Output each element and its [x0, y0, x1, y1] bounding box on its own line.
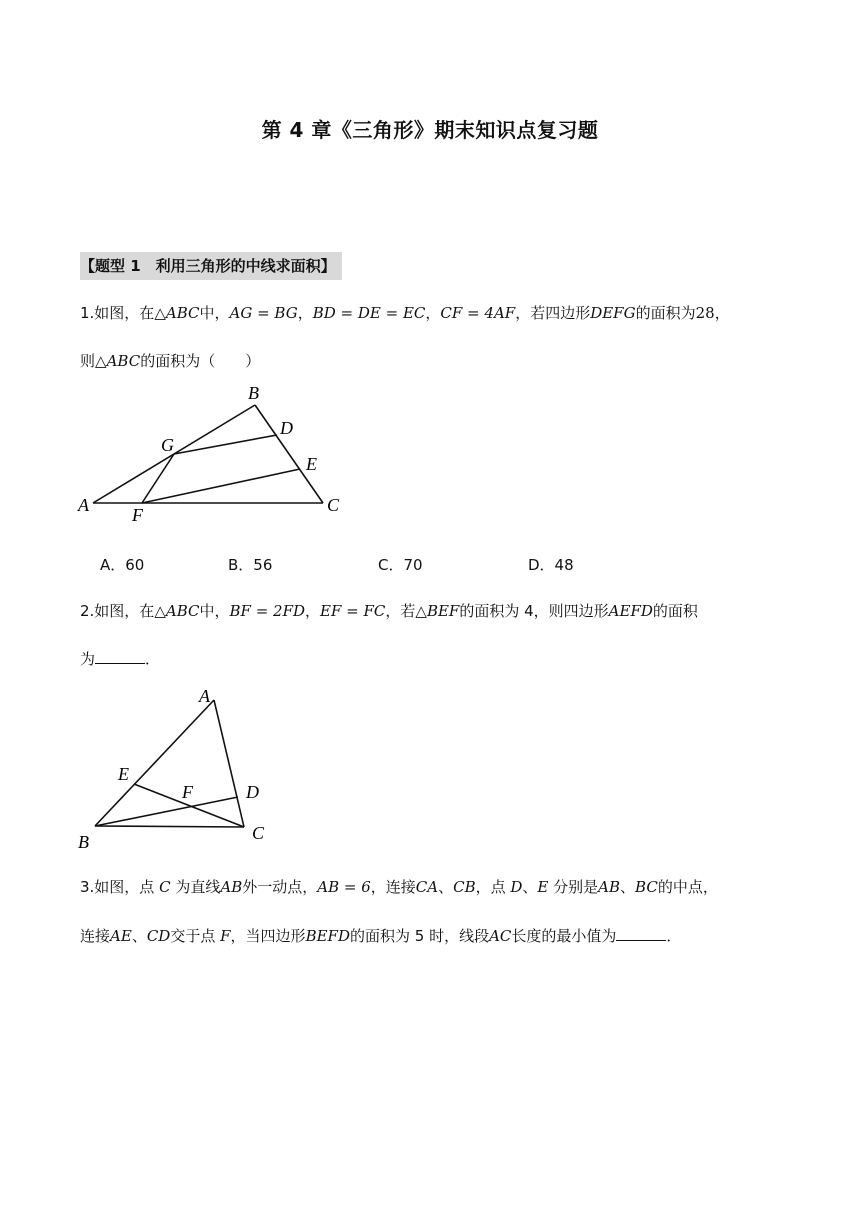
q3-point-d: D [510, 878, 523, 896]
label-e: E [118, 764, 129, 784]
answer-blank[interactable] [95, 649, 145, 664]
label-g: G [161, 435, 174, 455]
q3-bc: BC [635, 878, 658, 896]
q2-sep: ， [305, 602, 321, 620]
q3-ca: CA [415, 878, 439, 896]
q1-line2 [80, 350, 260, 371]
q3-text: 为直线 [170, 878, 221, 896]
answer-blank[interactable] [616, 926, 666, 941]
option-c[interactable]: C．70 [378, 556, 423, 574]
q3-point-f: F [220, 927, 231, 945]
option-b[interactable]: B．56 [228, 556, 273, 574]
label-a: A [199, 686, 210, 706]
q2-cond2: EF = FC [320, 602, 386, 620]
segment-ba [95, 700, 214, 826]
q2-text: ． [145, 650, 161, 668]
q1-line1 [80, 302, 730, 323]
q3-text: 外一动点， [242, 878, 318, 896]
q3-text: 3.如图，点 [80, 878, 160, 896]
label-c: C [327, 495, 340, 515]
q2-cond1: BF = 2FD [229, 602, 306, 620]
q3-ae: AE [110, 927, 132, 945]
q1-cond2: BD = DE = EC [312, 304, 426, 322]
q2-line1 [80, 600, 698, 621]
segment-gf [142, 454, 174, 503]
option-d[interactable]: D．48 [528, 556, 574, 574]
q3-text: ，当四边形 [230, 927, 306, 945]
q2-abc: ABC [165, 602, 200, 620]
q2-bef: BEF [426, 602, 460, 620]
q3-cb: CB [453, 878, 476, 896]
q3-text: 的中点， [657, 878, 718, 896]
segment-bc [95, 826, 244, 827]
q1-sep: ， [425, 304, 441, 322]
q3-text: 分别是 [548, 878, 599, 896]
label-d: D [246, 782, 259, 802]
q3-ac: AC [489, 927, 512, 945]
page-title: 第 4 章《三角形》期末知识点复习题 [261, 118, 599, 142]
q2-figure [70, 682, 280, 854]
q3-ab-length: AB = 6 [317, 878, 371, 896]
q3-cd: CD [146, 927, 171, 945]
label-b: B [78, 832, 89, 852]
label-f: F [182, 782, 193, 802]
q3-point-c: C [159, 878, 171, 896]
q2-text: 为 [80, 650, 96, 668]
q1-text: 则 [80, 352, 96, 370]
q1-defg: DEFG [590, 304, 636, 322]
q3-text: 、 [522, 878, 538, 896]
q3-line1 [80, 876, 718, 897]
q1-text: ， [714, 304, 730, 322]
q3-text: 、 [438, 878, 454, 896]
q3-ab: AB [598, 878, 621, 896]
q1-text: ，若四边形 [515, 304, 591, 322]
q1-text: 中， [199, 304, 230, 322]
q3-text: ，连接 [370, 878, 416, 896]
q1-text: 的面积为 [635, 304, 696, 322]
section-heading: 【题型 1 利用三角形的中线求面积】 [80, 252, 342, 280]
option-a[interactable]: A．60 [100, 556, 145, 574]
q3-text: ，点 [475, 878, 511, 896]
segment-ac [214, 700, 244, 827]
q3-text: ． [666, 927, 682, 945]
q2-line2 [80, 648, 160, 669]
label-c: C [252, 823, 265, 843]
q1-figure [70, 378, 360, 528]
label-a: A [78, 495, 89, 515]
q1-sep: ， [297, 304, 313, 322]
q1-text: 的面积为（ ） [140, 352, 261, 370]
label-e: E [306, 454, 317, 474]
q1-abc: ABC [165, 304, 200, 322]
q2-text: ，若 [385, 602, 416, 620]
q2-text: 中， [199, 602, 230, 620]
q3-ab: AB [220, 878, 243, 896]
triangle-symbol: △ [154, 304, 166, 322]
q3-text: 长度的最小值为 [511, 927, 617, 945]
q3-text: 交于点 [170, 927, 221, 945]
q3-text: 、 [131, 927, 147, 945]
q3-text: 的面积为 5 时，线段 [349, 927, 490, 945]
q1-abc: ABC [106, 352, 141, 370]
q3-text: 连接 [80, 927, 111, 945]
q1-number: 1.如图，在 [80, 304, 155, 322]
q3-line2 [80, 925, 681, 946]
q2-aefd: AEFD [608, 602, 653, 620]
q3-text: 、 [620, 878, 636, 896]
label-f: F [132, 505, 143, 525]
triangle-symbol: △ [415, 602, 427, 620]
q1-cond3: CF = 4AF [440, 304, 516, 322]
segment-bd [95, 797, 238, 826]
q2-text: 的面积 [652, 602, 698, 620]
label-d: D [280, 418, 293, 438]
segment-fe [142, 469, 300, 503]
q1-area-value: 28 [695, 304, 715, 322]
q3-point-e: E [537, 878, 549, 896]
triangle-symbol: △ [154, 602, 166, 620]
q1-cond1: AG = BG [229, 304, 298, 322]
q2-number: 2.如图，在 [80, 602, 155, 620]
q2-text: 的面积为 4，则四边形 [459, 602, 609, 620]
triangle-symbol: △ [95, 352, 107, 370]
label-b: B [248, 383, 259, 403]
q3-befd: BEFD [305, 927, 350, 945]
